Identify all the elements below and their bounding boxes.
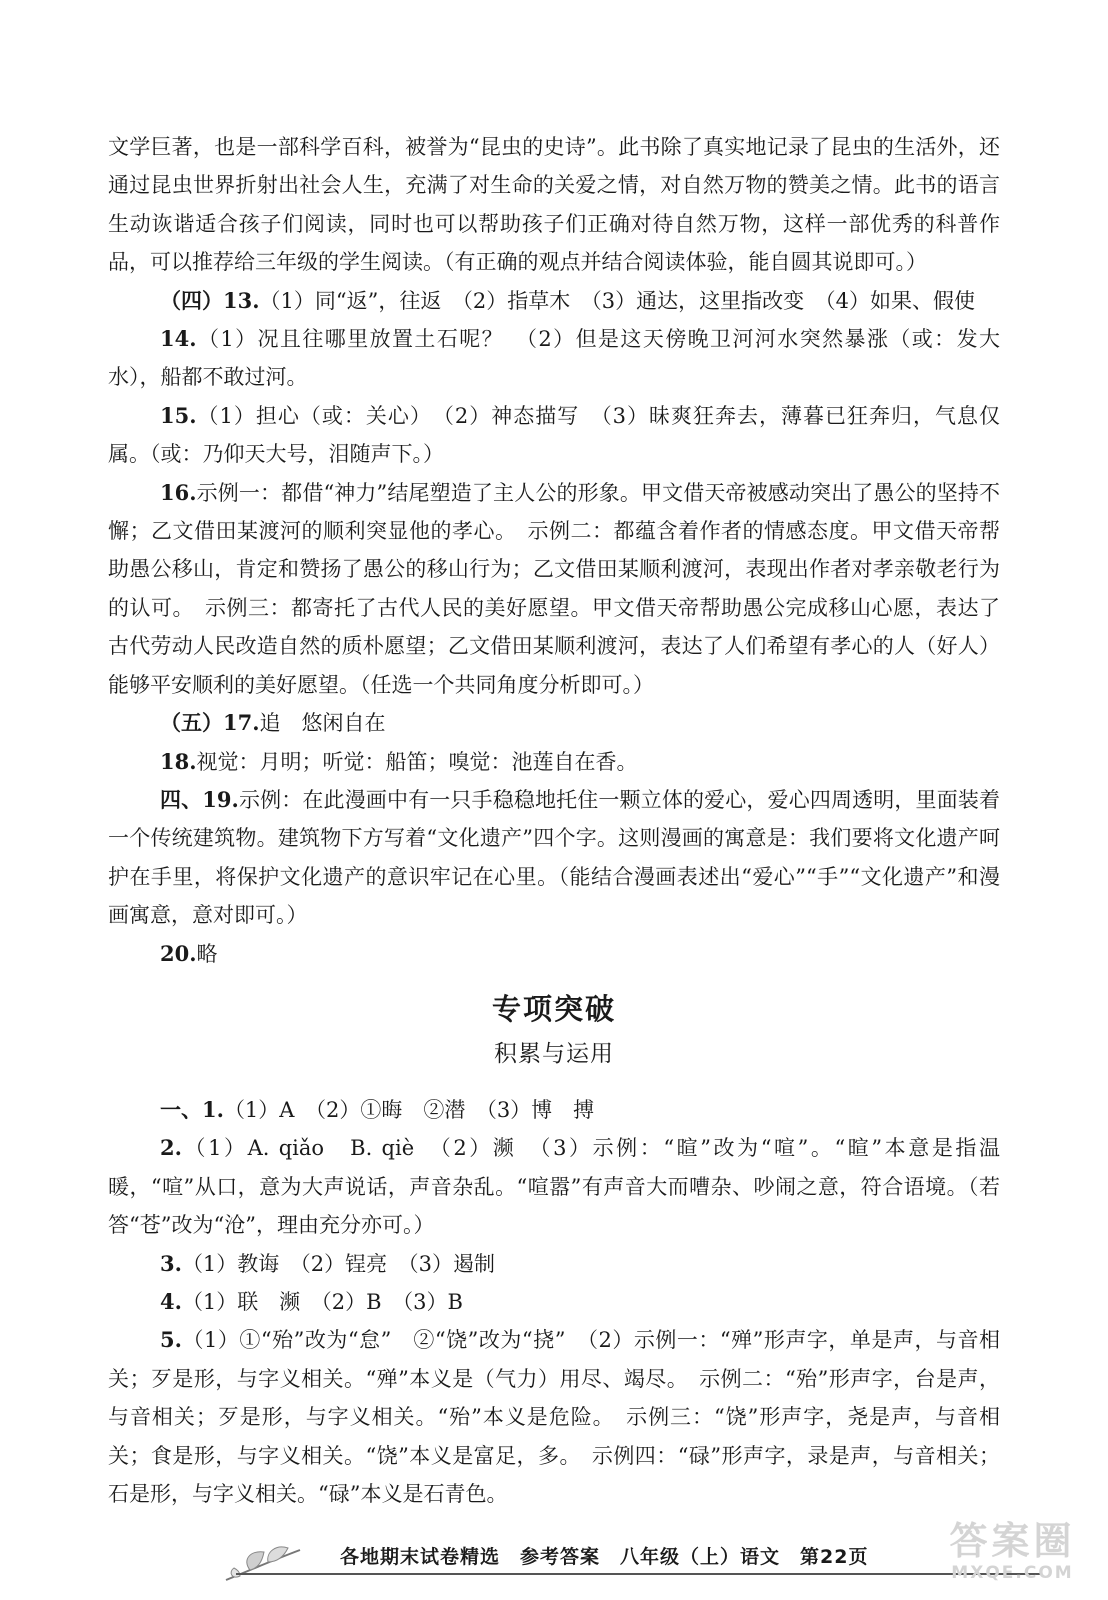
answer-text: 示例：在此漫画中有一只手稳稳地托住一颗立体的爱心，爱心四周透明，里面装着一个传统建筑物。建筑物下方写着“文化遗产”四个字。这则漫画的寓意是：我们要将文化遗产呵护在手里，将保护文化遗产的意识牢记在心里。（能结合漫画表述出“爱心”“手”“文化遗产”和漫画寓意，意对即可。）	[108, 787, 1000, 928]
question-number: 四、19.	[160, 786, 239, 812]
section-title: 专项突破	[491, 991, 616, 1026]
special-answer-3	[108, 1245, 1000, 1283]
answer-text: （1）况且往哪里放置土石呢？ （2）但是这天傍晚卫河河水突然暴涨（或：发大水），船都不敢过河。	[108, 327, 1000, 390]
answer-14	[108, 320, 1000, 397]
question-number: 20.	[160, 940, 197, 966]
question-number: 3.	[160, 1250, 182, 1276]
answer-16	[108, 474, 1000, 704]
answer-text: （1）同“返”，往返 （2）指草木 （3）通达，这里指改变 （4）如果、假使	[259, 288, 975, 313]
special-answer-4	[108, 1283, 1000, 1321]
section-subtitle: 积累与运用	[494, 1040, 614, 1067]
answer-text: （1）担心（或：关心） （2）神态描写 （3）昧爽狂奔去，薄暮已狂奔归，气息仅属。（或：乃仰天大号，泪随声下。）	[108, 403, 1000, 467]
question-number: 18.	[160, 748, 197, 774]
answer-text: 视觉：月明；听觉：船笛；嗅觉：池莲自在香。	[196, 749, 638, 774]
answer-13	[108, 282, 1000, 320]
answer-text: 略	[196, 941, 218, 966]
question-number: 2.	[160, 1135, 182, 1161]
answer-text: （1）A （2）①晦 ②潜 （3）博 搏	[223, 1097, 595, 1122]
footer-page-number: 第22页	[800, 1546, 869, 1568]
special-answer-5	[108, 1321, 1000, 1513]
special-answer-1	[108, 1091, 1000, 1129]
leaf-sprig-icon	[220, 1542, 306, 1586]
question-number: 16.	[160, 479, 197, 505]
watermark-domain: MXQE.COM	[951, 1563, 1074, 1583]
question-number: 一、1.	[160, 1096, 224, 1122]
footer-answers-label: 参考答案	[520, 1546, 601, 1568]
footer-text	[340, 1542, 889, 1569]
answer-text: 示例一：都借“神力”结尾塑造了主人公的形象。甲文借天帝被感动突出了愚公的坚持不懈；乙文借田某渡河的顺利突显他的孝心。 示例二：都蕴含着作者的情感态度。甲文借天帝帮助愚公移山，肯定和赞扬了愚公的移山行为；乙文借田某顺利渡河，表现出作者对孝亲敬老行为的认可。 示例三：都寄托了古代人民的美好愿望。甲文借天帝帮助愚公完成移山心愿，表达了古代劳动人民改造自然的质朴愿望；乙文借田某顺利渡河，表达了人们希望有孝心的人（好人）能够平安顺利的美好愿望。（任选一个共同角度分析即可。）	[108, 480, 1000, 697]
page-footer	[220, 1540, 1040, 1584]
question-number: 5.	[160, 1327, 182, 1353]
answer-text: （1）联 濒 （2）B （3）B	[181, 1289, 463, 1314]
answer-content	[108, 128, 1000, 1513]
footer-grade-subject: 八年级（上）语文	[620, 1546, 781, 1568]
question-number: 14.	[160, 326, 197, 352]
answer-text: （1）①“殆”改为“怠” ②“饶”改为“挠” （2）示例一：“殚”形声字，单是声，与音相关；歹是形，与字义相关。“殚”本义是（气力）用尽、竭尽。 示例二：“殆”形声字，台是声，与音相关；歹是形，与字义相关。“殆”本义是危险。 示例三：“饶”形声字，尧是声，与音相关；食是形，与字义相关。“饶”本义是富足，多。 示例四：“碌”形声字，录是声，与音相关；石是形，与字义相关。“碌”本义是石青色。	[108, 1328, 1000, 1506]
question-number: 4.	[160, 1288, 182, 1314]
answer-18	[108, 743, 1000, 781]
special-answer-2	[108, 1129, 1000, 1244]
answer-17	[108, 704, 1000, 742]
answer-text: （1）教诲 （2）锃亮 （3）遏制	[181, 1251, 496, 1276]
question-number: 15.	[160, 402, 197, 428]
watermark-logo-text: 答案圈	[949, 1519, 1076, 1563]
answer-20	[108, 935, 1000, 973]
answer-19	[108, 781, 1000, 935]
footer-book-title: 各地期末试卷精选	[340, 1546, 501, 1568]
answer-15	[108, 397, 1000, 474]
answer-text: （1）A. qiǎo B. qiè （2）濒 （3）示例：“暄”改为“喧”。“暄”本意是指温暖，“喧”从口，意为大声说话，声音杂乱。“喧嚣”有声音大而嘈杂、吵闹之意，符合语境。（若答“苍”改为“沧”，理由充分亦可。）	[108, 1136, 1000, 1238]
site-watermark	[930, 1520, 1095, 1594]
paragraph-book-recommendation: 文学巨著，也是一部科学百科，被誉为“昆虫的史诗”。此书除了真实地记录了昆虫的生活外，还通过昆虫世界折射出社会人生，充满了对生命的关爱之情，对自然万物的赞美之情。此书的语言生动诙谐适合孩子们阅读，同时也可以帮助孩子们正确对待自然万物，这样一部优秀的科普作品，可以推荐给三年级的学生阅读。（有正确的观点并结合阅读体验，能自圆其说即可。）	[108, 135, 1000, 275]
question-number: （四）13.	[160, 287, 260, 313]
question-number: （五）17.	[160, 710, 260, 736]
answer-text: 追 悠闲自在	[259, 711, 386, 736]
footer-rule	[236, 1573, 1040, 1575]
